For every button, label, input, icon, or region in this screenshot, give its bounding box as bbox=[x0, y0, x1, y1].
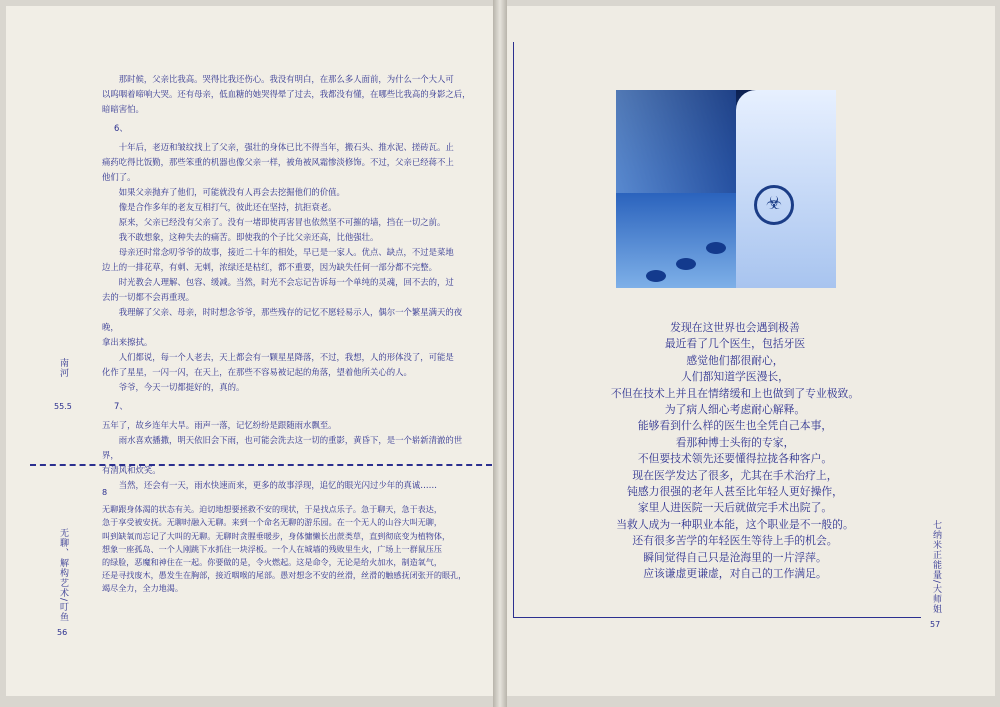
text-line: 雨水喜欢播撒，明天依旧会下雨，也可能会洗去这一切的重影，黄昏下，是一个崭新清澈的世界， bbox=[102, 435, 463, 460]
text-line: 叫到缺氧而忘记了大叫的无聊。无聊时贪腥垂暖步，身体慵懒长出蔗类草，直到彻底变为植物体， bbox=[102, 530, 451, 541]
page-number-left: 56 bbox=[57, 628, 68, 637]
top-lines bbox=[102, 72, 477, 117]
quote-line: 看那种博士头衔的专家， bbox=[675, 435, 795, 449]
text-line: 有清风和炊笑。 bbox=[102, 465, 161, 475]
text-line: 痛药吃得比饭勤，那些笨重的机器也像父亲一样，被角被风霜惨淡修饰。不过，父亲已经蒋不上 bbox=[102, 157, 454, 167]
section-label-nanhe: 南河 bbox=[58, 358, 68, 378]
text-line: 我理解了父亲、母亲，时时想念爷爷，那些残存的记忆不愿轻易示人，偶尔一个繁星满天的夜晚， bbox=[102, 307, 463, 332]
quote-line: 家里人进医院一天后就做完手术出院了。 bbox=[637, 501, 833, 515]
text-line: 母亲还时常念叨爷爷的故事，接近二十年的相处，早已是一家人。优点、缺点，不过是菜地 bbox=[118, 247, 454, 257]
quote-line: 能够看到什么样的医生也全凭自己本事， bbox=[637, 419, 833, 433]
text-line: 我不敢想象，这种失去的痛苦。即使我的个子比父亲还高，比他强壮。 bbox=[118, 232, 379, 242]
quote-line: 还有很多苦学的年轻医生等待上手的机会。 bbox=[632, 534, 838, 548]
text-line: 还是寻找废木，愚发生在胸部，接近咽喉的尾部。愚对想念不安的丝滑，丝滑的触感抚闭张开的眼孔， bbox=[102, 570, 467, 581]
text-line: 那时候，父亲比我高。哭得比我还伤心。我没有明白，在那么多人面前，为什么一个大人可 bbox=[118, 74, 454, 84]
section-8-number: 8 bbox=[102, 487, 108, 497]
text-line: 十年后，老迈和皱纹找上了父亲，强壮的身体已比不得当年，搬石头、推水泥、搓砖瓦。止 bbox=[118, 142, 454, 152]
side-number: 55.5 bbox=[54, 402, 72, 411]
text-line: 想象一座孤岛、一个人刚跳下水抓住一块浮板。一个人在城墙的残败里生火，广场上一群鼠压压 bbox=[102, 543, 442, 554]
quote-line: 应该谦虚更谦虚，对自己的工作满足。 bbox=[643, 567, 827, 581]
page-number-right: 57 bbox=[930, 620, 941, 629]
quote-line: 当救人成为一种职业本能，这个职业是不一般的。 bbox=[616, 517, 854, 531]
text-line: 爷爷，今天一切都挺好的，真的。 bbox=[118, 382, 245, 392]
left-top-section bbox=[102, 72, 477, 493]
quote-line: 不但要技术领先还要懂得拉拢各种客户。 bbox=[637, 452, 833, 466]
text-line: 去的一切都不会再重现。 bbox=[102, 292, 195, 302]
quote-line: 发现在这世界也会遇到极善 bbox=[670, 321, 800, 334]
text-line: 时光教会人理解、包容、缓减。当然，时光不会忘记告诉每一个单纯的灵魂，回不去的，过 bbox=[118, 277, 454, 287]
section-6-body bbox=[102, 140, 477, 395]
section-label-author-right: 七纳米正能量/大师姐 bbox=[931, 520, 941, 615]
quote-line: 最近看了几个医生，包括牙医 bbox=[664, 337, 806, 351]
quote-line: 现在医学发达了很多，尤其在手术治疗上， bbox=[632, 468, 838, 482]
text-line: 化作了星星，一闪一闪，在天上，在那些不容易被记起的角落，望着他所关心的人。 bbox=[102, 367, 412, 377]
biohazard-icon: ☣ bbox=[754, 185, 794, 225]
text-line: 他们了。 bbox=[102, 172, 136, 182]
quote-line: 人们都知道学医漫长， bbox=[681, 370, 789, 384]
section-label-author-left: 无聊、解构艺术/叮鱼 bbox=[58, 528, 68, 623]
text-line: 边上的一排花草，有刺、无刺，浓绿还是枯红，都不重要，因为缺失任何一部分都不完整。 bbox=[102, 262, 437, 272]
quote-line: 钝感力很强的老年人甚至比年轻人更好操作， bbox=[627, 485, 843, 499]
quote-line: 不但在技术上并且在情绪缓和上也做到了专业极致。 bbox=[610, 386, 860, 400]
section-divider bbox=[30, 464, 492, 466]
left-bottom-section bbox=[102, 486, 482, 596]
quote-line: 为了病人细心考虑耐心解释。 bbox=[664, 403, 806, 417]
section-7-body bbox=[102, 418, 477, 493]
text-line: 无聊跟身体渴的状态有关。迫切地想要拯救不安的现状，于是找点乐子。急于聊天，急于表达， bbox=[102, 504, 442, 515]
book-gutter bbox=[493, 0, 507, 707]
quote-line: 感觉他们都很耐心， bbox=[686, 353, 784, 367]
quote-text bbox=[590, 320, 880, 583]
text-line: 五年了，故乡连年大旱。雨声一落，记忆纷纷是跟随雨水飘至。 bbox=[102, 420, 337, 430]
text-line: 的绿脸，恶魔和神住在一起。你要做的是，令火燃起。这是命令，无论是给火加水，制造氧气， bbox=[102, 557, 442, 568]
text-line: 急于享受被安抚。无聊时融入无聊。来到一个命名无聊的游乐园。在一个无人的山谷大叫无聊， bbox=[102, 517, 442, 528]
text-line: 竭尽全力，全力地渴。 bbox=[102, 583, 183, 594]
hospital-corridor-image bbox=[616, 90, 836, 288]
text-line: 拿出来擦拭。 bbox=[102, 337, 153, 347]
section-7-number: 7、 bbox=[114, 401, 128, 411]
text-line: 原来，父亲已经没有父亲了。没有一堵即使再害冒也依然坚不可摧的墙，挡在一切之前。 bbox=[118, 217, 446, 227]
text-line: 如果父亲抛弃了他们，可能就没有人再会去挖掘他们的价值。 bbox=[118, 187, 345, 197]
quote-line: 瞬间觉得自己只是沧海里的一片浮萍。 bbox=[643, 550, 827, 564]
section-6-number: 6、 bbox=[114, 123, 128, 133]
text-line: 人们都说，每一个人老去，天上都会有一颗星星降落，不过，我想，人的形体没了，可能是 bbox=[118, 352, 454, 362]
text-line: 以呜咽着啼响大哭。还有母亲，低血糖的她哭得晕了过去，我都没有懂，在哪些比我高的身影之后， bbox=[102, 89, 471, 99]
text-line: 像是合作多年的老友互相打气，彼此还在坚持，抗拒衰老。 bbox=[118, 202, 337, 212]
text-line: 暗暗害怕。 bbox=[102, 104, 144, 114]
text-line: 当然，还会有一天，雨水快速而来，更多的故事浮现，追忆的眼光闪过少年的真诚…… bbox=[118, 480, 438, 490]
